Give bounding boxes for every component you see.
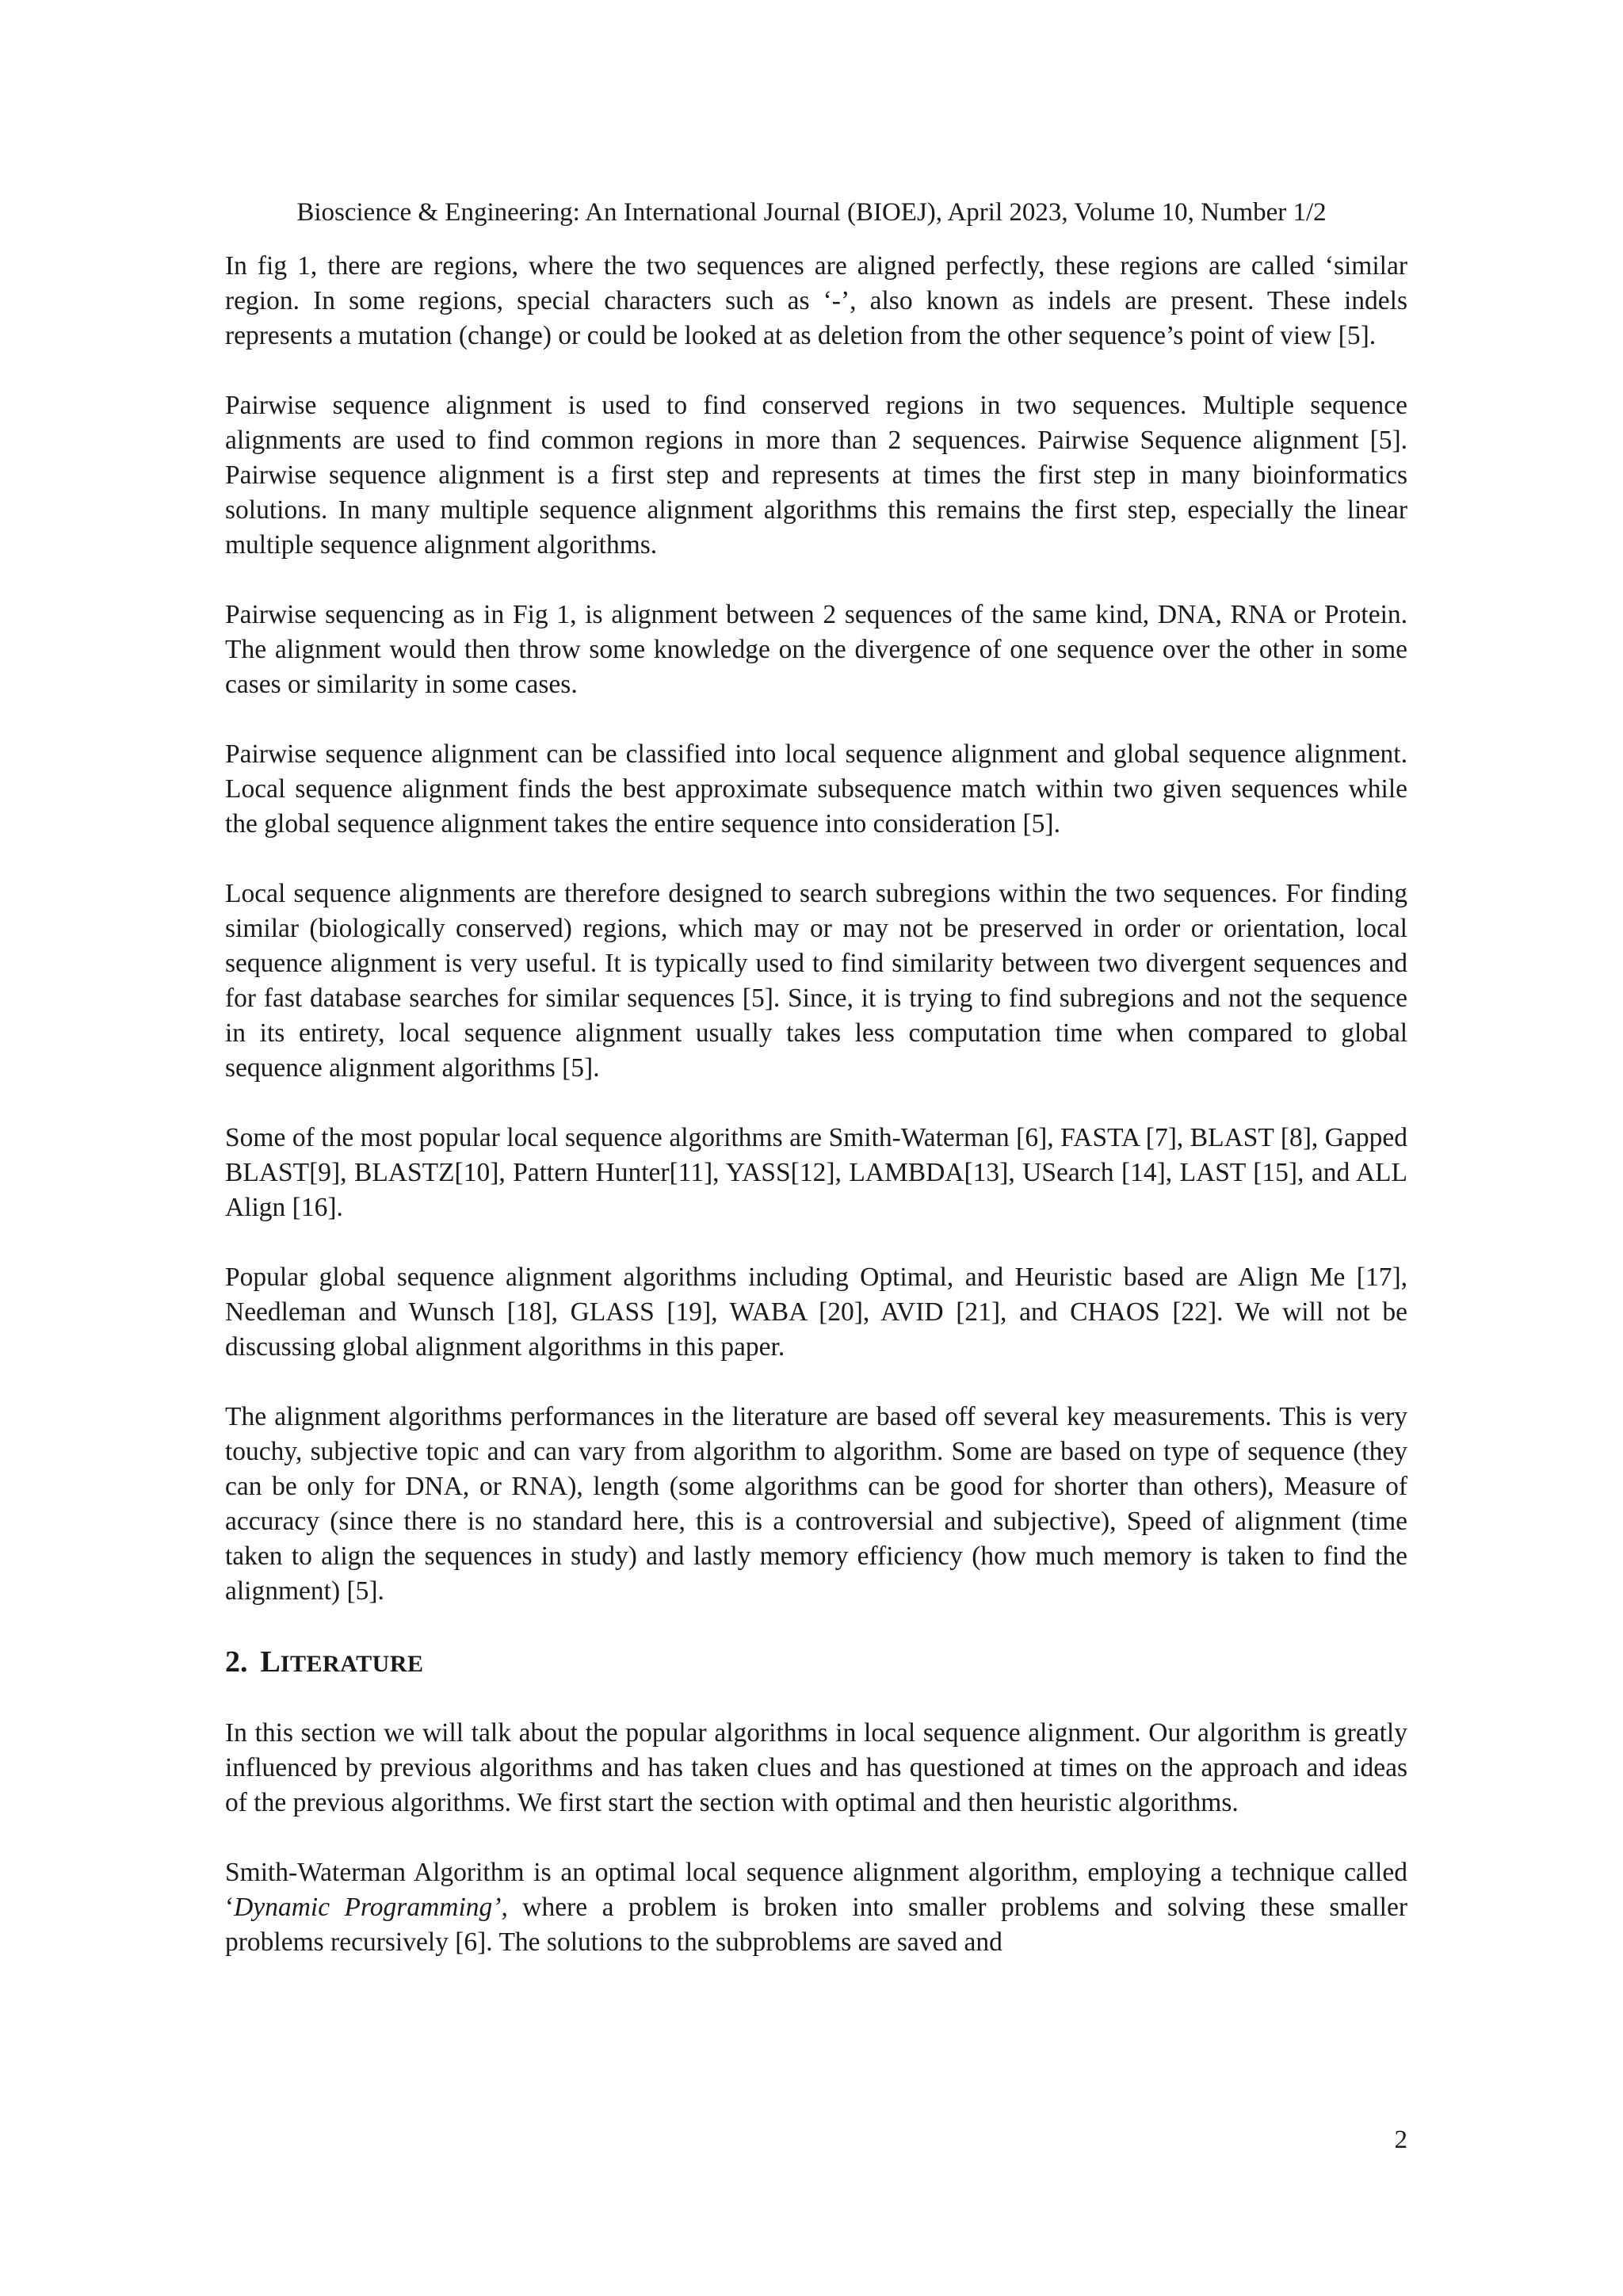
section-title-rest: ITERATURE (280, 1651, 424, 1677)
paragraph-indels: In fig 1, there are regions, where the two sequences are aligned perfectly, these regions are called ‘similar region. In some regions, special characters such as ‘-’, also known as indels are present. These indels represents a mutation (change) or could be looked at as deletion from the other sequence’s point of view [5]. (225, 251, 1407, 350)
paragraph-pairwise-conserved: Pairwise sequence alignment is used to find conserved regions in two sequences. Multiple sequence alignments are used to find common regions in more than 2 sequences. Pairwise Sequence alignment [5]. Pairwise sequence alignment is a first step and represents at times the first step in many bioinformatics solutions. In many multiple sequence alignment algorithms this remains the first step, especially the linear multiple sequence alignment algorithms. (225, 391, 1407, 560)
section-heading-literature (225, 1644, 1407, 1683)
paragraph-local-subregions: Local sequence alignments are therefore designed to search subregions within the two sequences. For finding similar (biologically conserved) regions, which may or may not be preserved in order or orientation, local sequence alignment is very useful. It is typically used to find similarity between two divergent sequences and for fast database searches for similar sequences [5]. Since, it is trying to find subregions and not the sequence in its entirety, local sequence alignment usually takes less computation time when compared to global sequence alignment algorithms [5]. (225, 879, 1407, 1083)
body-text (225, 249, 1407, 1995)
running-header: Bioscience & Engineering: An International Journal (BIOEJ), April 2023, Volume 10, Number 1/2 (296, 198, 1327, 227)
section-number: 2. (225, 1645, 248, 1679)
paragraph-smith-waterman (225, 1855, 1407, 1960)
paragraph-local-global: Pairwise sequence alignment can be classified into local sequence alignment and global sequence alignment. Local sequence alignment finds the best approximate subsequence match within two given sequences while the global sequence alignment takes the entire sequence into consideration [5]. (225, 739, 1407, 839)
paragraph-global-algorithms: Popular global sequence alignment algorithms including Optimal, and Heuristic based are Align Me [17], Needleman and Wunsch [18], GLASS [19], WABA [20], AVID [21], and CHAOS [22]. We will not be discussing global alignment algorithms in this paper. (225, 1263, 1407, 1362)
paragraph-performance: The alignment algorithms performances in the literature are based off several key measurements. This is very touchy, subjective topic and can vary from algorithm to algorithm. Some are based on type of sequence (they can be only for DNA, or RNA), length (some algorithms can be good for shorter than others), Measure of accuracy (since there is no standard here, this is a controversial and subjective), Speed of alignment (time taken to align the sequences in study) and lastly memory efficiency (how much memory is taken to find the alignment) [5]. (225, 1402, 1407, 1606)
smith-waterman-text-before: Smith-Waterman Algorithm is an optimal local sequence alignment algorithm, employing a technique called ‘ (225, 1858, 1407, 1922)
smith-waterman-emphasis: Dynamic Programming’, (234, 1893, 508, 1922)
paragraph-literature-intro: In this section we will talk about the popular algorithms in local sequence alignment. Our algorithm is greatly influenced by previous algorithms and has taken clues and has questioned at times on the approach and ideas of the previous algorithms. We first start the section with optimal and then heuristic algorithms. (225, 1718, 1407, 1817)
page-number: 2 (1394, 2126, 1407, 2154)
paragraph-pairwise-sequencing: Pairwise sequencing as in Fig 1, is alignment between 2 sequences of the same kind, DNA, RNA or Protein. The alignment would then throw some knowledge on the divergence of one sequence over the other in some cases or similarity in some cases. (225, 600, 1407, 699)
section-title-initial: L (260, 1645, 281, 1679)
paragraph-local-algorithms: Some of the most popular local sequence algorithms are Smith-Waterman [6], FASTA [7], BLAST [8], Gapped BLAST[9], BLASTZ[10], Pattern Hunter[11], YASS[12], LAMBDA[13], USearch [14], LAST [15], and ALL Align [16]. (225, 1123, 1407, 1222)
smith-waterman-text-after: where a problem is broken into smaller problems and solving these smaller problems recursively [6]. The solutions to the subproblems are saved and (225, 1893, 1408, 1957)
